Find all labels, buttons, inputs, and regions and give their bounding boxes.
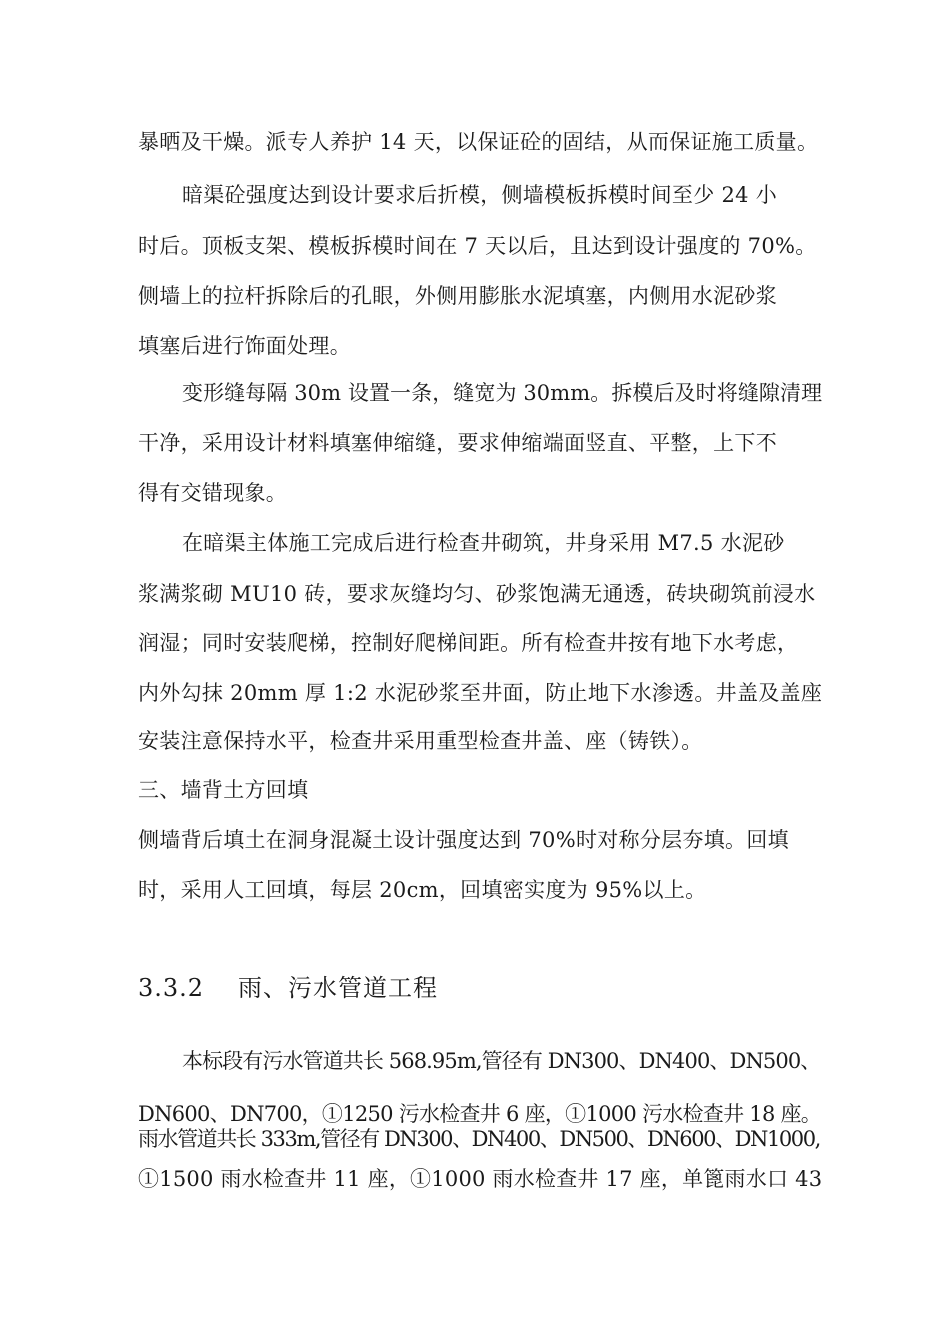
paragraph-line: DN600、DN700，①1250 污水检查井 6 座，①1000 污水检查井 18 座。: [138, 1102, 822, 1126]
paragraph-line: 填塞后进行饰面处理。: [138, 334, 351, 358]
paragraph-line: 侧墙背后填土在洞身混凝土设计强度达到 70%时对称分层夯填。回填: [138, 828, 789, 852]
section-subheading: 三、墙背土方回填: [138, 778, 309, 802]
paragraph-line: 得有交错现象。: [138, 481, 288, 505]
paragraph-line: 雨水管道共长 333m,管径有 DN300、DN400、DN500、DN600、DN1000,: [138, 1127, 820, 1151]
paragraph-line: 时，采用人工回填，每层 20cm，回填密实度为 95%以上。: [138, 878, 707, 902]
paragraph-line: 本标段有污水管道共长 568.95m,管径有 DN300、DN400、DN500、: [182, 1049, 821, 1073]
paragraph-line: 干净，采用设计材料填塞伸缩缝，要求伸缩端面竖直、平整，上下不: [138, 431, 777, 455]
section-number: 3.3.2: [138, 974, 205, 1002]
paragraph-line: 安装注意保持水平，检查井采用重型检查井盖、座（铸铁）。: [138, 729, 703, 753]
paragraph-line: 润湿；同时安装爬梯，控制好爬梯间距。所有检查井按有地下水考虑，: [138, 631, 799, 655]
paragraph-line: 浆满浆砌 MU10 砖，要求灰缝均匀、砂浆饱满无通透，砖块砌筑前浸水: [138, 582, 816, 606]
section-heading: [138, 968, 438, 1003]
paragraph-line: 变形缝每隔 30m 设置一条，缝宽为 30mm。拆模后及时将缝隙清理: [182, 381, 823, 405]
paragraph-line: 暴晒及干燥。派专人养护 14 天，以保证砼的固结，从而保证施工质量。: [138, 130, 819, 154]
paragraph-line: 侧墙上的拉杆拆除后的孔眼，外侧用膨胀水泥填塞，内侧用水泥砂浆: [138, 284, 777, 308]
section-title: 雨、污水管道工程: [238, 974, 438, 1002]
paragraph-line: ①1500 雨水检查井 11 座，①1000 雨水检查井 17 座，单篦雨水口 43: [138, 1167, 823, 1191]
paragraph-line: 在暗渠主体施工完成后进行检查井砌筑，井身采用 M7.5 水泥砂: [182, 531, 785, 555]
paragraph-line: 时后。顶板支架、模板拆模时间在 7 天以后，且达到设计强度的 70%。: [138, 234, 817, 258]
paragraph-line: 内外勾抹 20mm 厚 1:2 水泥砂浆至井面，防止地下水渗透。井盖及盖座: [138, 681, 823, 705]
paragraph-line: 暗渠砼强度达到设计要求后折模，侧墙模板拆模时间至少 24 小: [182, 183, 778, 207]
